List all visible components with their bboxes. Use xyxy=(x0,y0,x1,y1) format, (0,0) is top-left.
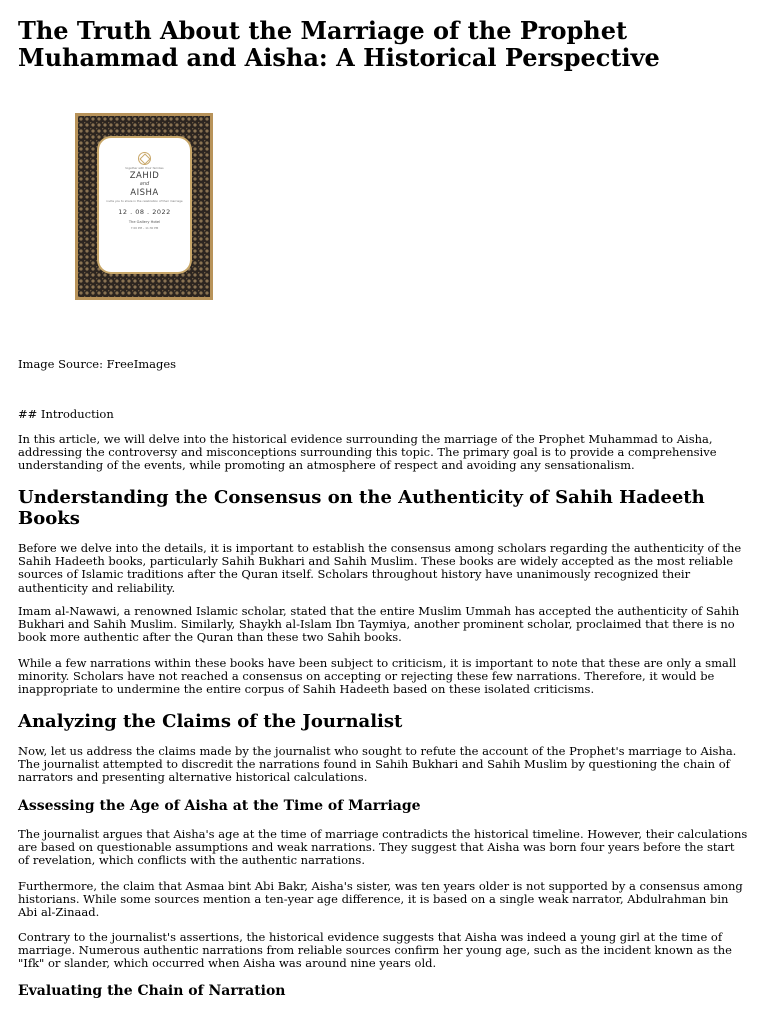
intro-paragraph: In this article, we will delve into the historical evidence surrounding the marriage of the Prophet Muhammad to Aisha, addressing the controversy and misconceptions surrounding this topic. The primary goal is to provide a comprehensive understanding of the events, while promoting an atmosphere of respect and avoiding any sensationalism. xyxy=(18,432,717,473)
invitation-panel xyxy=(99,138,190,272)
paragraph: The journalist argues that Aisha's age at the time of marriage contradicts the historical timeline. However, their calculations are based on questionable assumptions and weak narrations. They suggest that Aisha was born four years before the start of revelation, which conflicts with the authentic narrations. xyxy=(18,827,748,868)
image-caption: Image Source: FreeImages xyxy=(18,357,177,371)
name-1: ZAHID xyxy=(129,170,160,181)
invite-line-2: invite you to share in the celebration of their marriage xyxy=(106,198,183,203)
subsection-heading-chain: Evaluating the Chain of Narration xyxy=(18,983,286,999)
subsection-heading-age: Assessing the Age of Aisha at the Time of Marriage xyxy=(18,798,421,814)
paragraph: Now, let us address the claims made by the journalist who sought to refute the account of the Prophet's marriage to Aisha. The journalist attempted to discredit the narrations found in Sahih Bukhari and Sahih Muslim by questioning the chain of narrators and presenting alternative historical calculations. xyxy=(18,744,737,785)
paragraph: Contrary to the journalist's assertions, the historical evidence suggests that Aisha was indeed a young girl at the time of marriage. Numerous authentic narrations from reliable sources confirm her young age, such as the incident known as the "Ifk" or slander, which occurred when Aisha was around nine years old. xyxy=(18,930,732,971)
page-title: The Truth About the Marriage of the Prophet Muhammad and Aisha: A Historical Perspective xyxy=(18,16,660,72)
article xyxy=(18,0,748,999)
wedding-invitation-image xyxy=(75,113,213,300)
section-heading-journalist: Analyzing the Claims of the Journalist xyxy=(18,711,403,732)
paragraph: Before we delve into the details, it is important to establish the consensus among scholars regarding the authenticity of the Sahih Hadeeth books, particularly Sahih Bukhari and Sahih Muslim. These books are widely accepted as the most reliable sources of Islamic traditions after the Quran itself. Scholars throughout history have unanimously recognized their authenticity and reliability. xyxy=(18,541,742,595)
paragraph: While a few narrations within these books have been subject to criticism, it is important to note that these are only a small minority. Scholars have not reached a consensus on accepting or rejecting these few narrations. Therefore, it would be inappropriate to undermine the entire corpus of Sahih Hadeeth based on these isolated criticisms. xyxy=(18,656,737,697)
wedding-date: 12 . 08 . 2022 xyxy=(118,208,171,217)
patterned-background xyxy=(78,116,210,297)
invite-line-1: together with their families xyxy=(125,166,164,170)
paragraph: Furthermore, the claim that Asmaa bint Abi Bakr, Aisha's sister, was ten years older is not supported by a consensus among historians. While some sources mention a ten-year age difference, it is based on a single weak narrator, Abdulrahman bin Abi al-Zinaad. xyxy=(18,879,743,920)
venue: The Gallery Hotel xyxy=(128,220,161,225)
paragraph: Imam al-Nawawi, a renowned Islamic scholar, stated that the entire Muslim Ummah has accepted the authenticity of Sahih Bukhari and Sahih Muslim. Similarly, Shaykh al-Islam Ibn Taymiya, another prominent scholar, proclaimed that there is no book more authentic after the Quran than these two Sahih books. xyxy=(18,604,740,645)
ornament-icon xyxy=(138,152,151,165)
intro-marker: ## Introduction xyxy=(18,407,114,421)
section-heading-consensus: Understanding the Consensus on the Authenticity of Sahih Hadeeth Books xyxy=(18,487,705,529)
name-2: AISHA xyxy=(130,187,159,198)
ampersand: and xyxy=(139,180,150,187)
event-time: 7:00 PM – 11:30 PM xyxy=(130,226,159,231)
